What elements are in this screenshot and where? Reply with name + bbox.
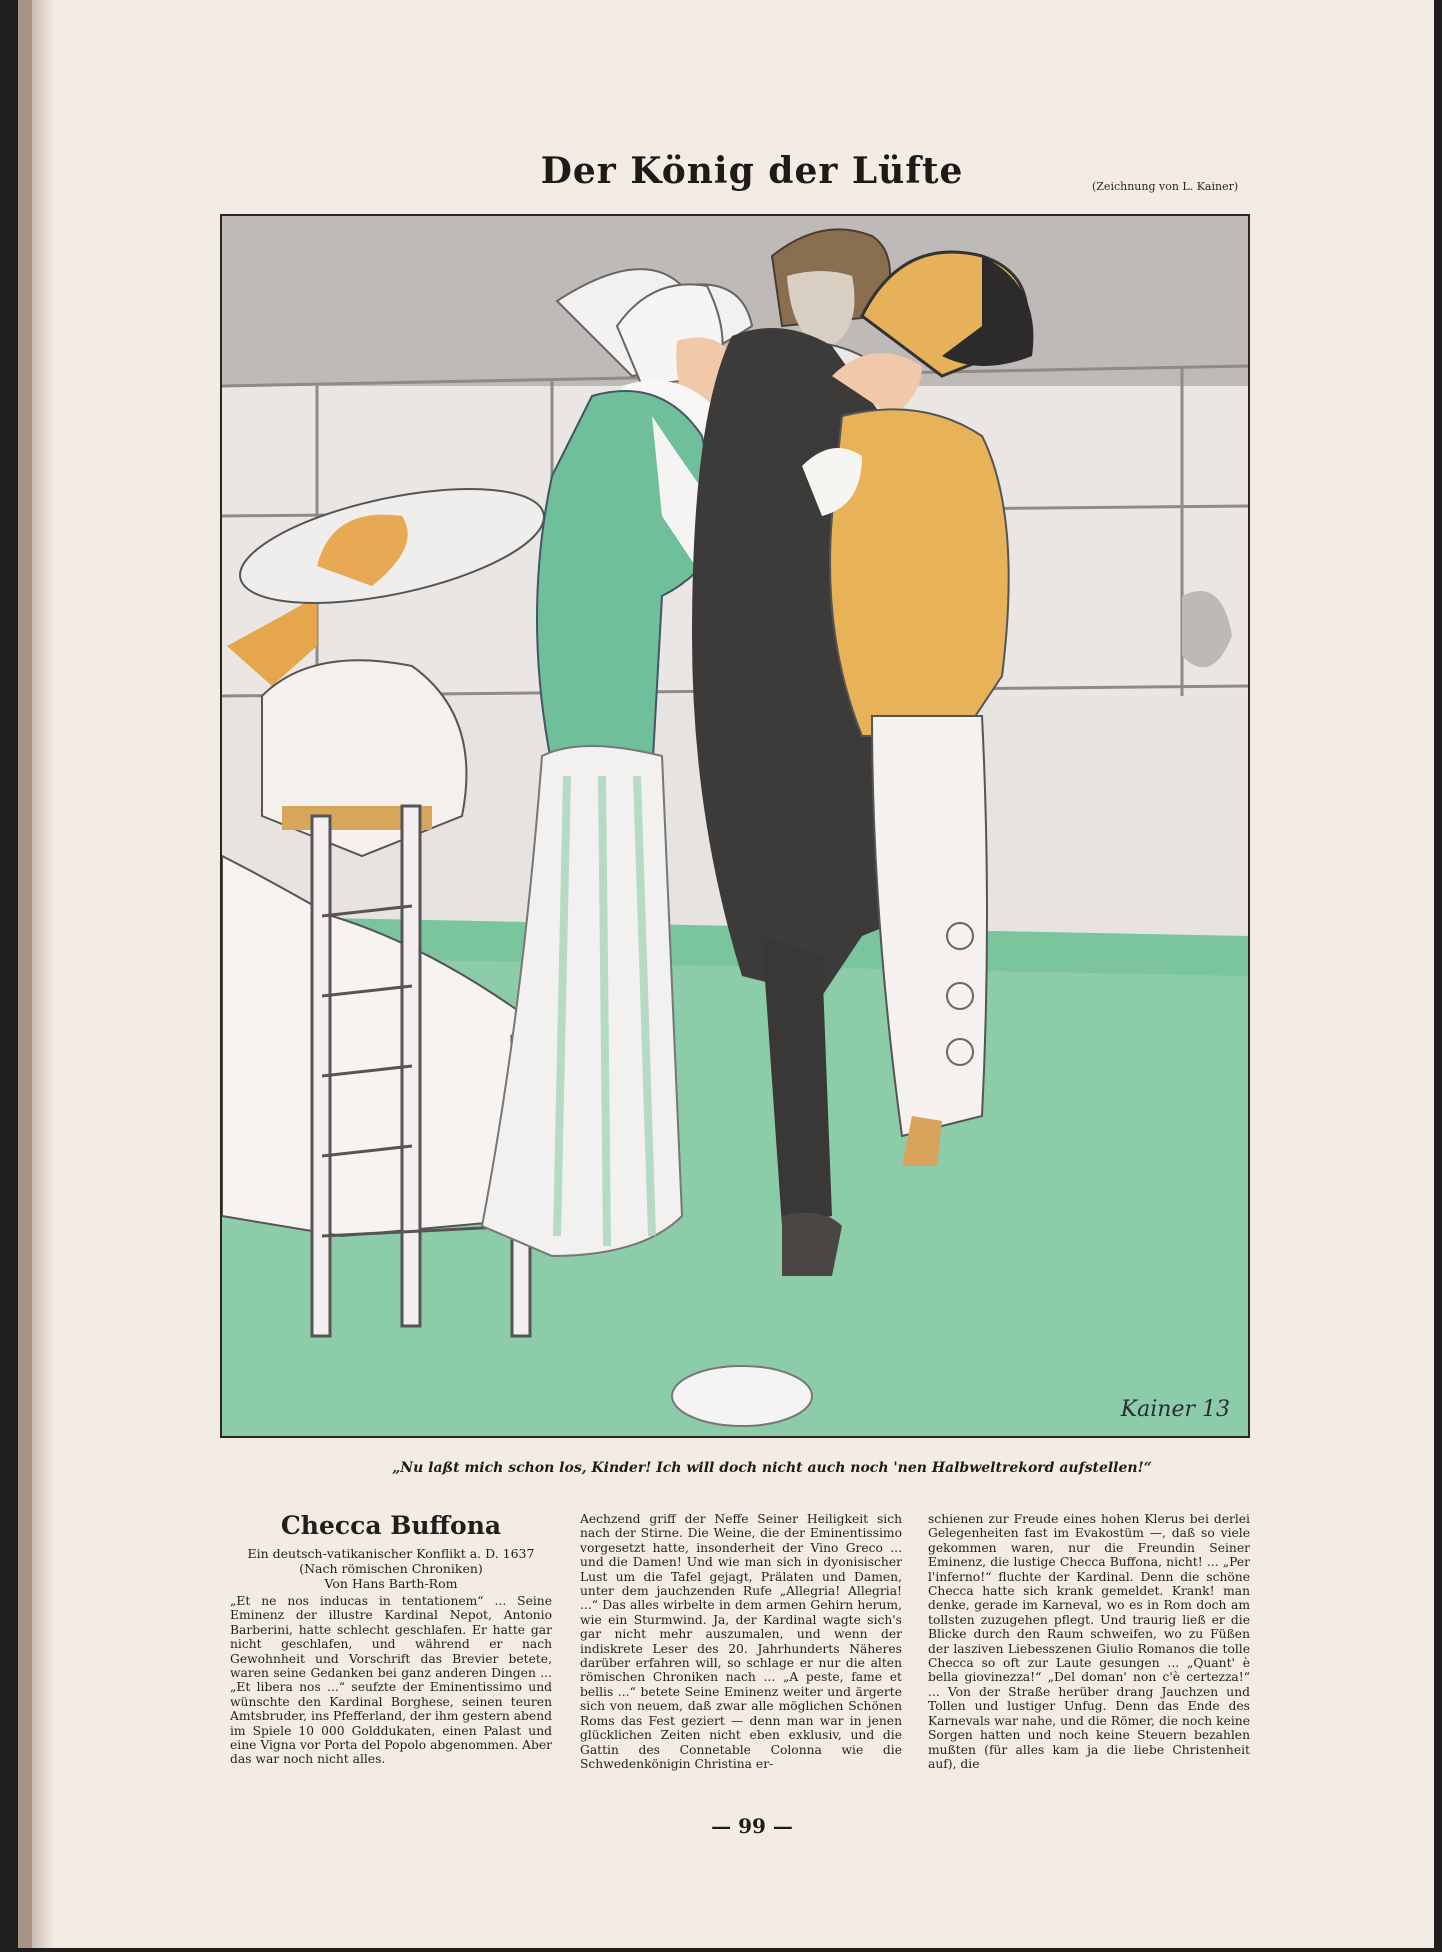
spine-shadow xyxy=(32,0,54,1948)
article-column-1 xyxy=(230,1512,552,1767)
illustration-credit: (Zeichnung von L. Kainer) xyxy=(1092,180,1239,193)
illustration xyxy=(220,214,1250,1438)
article-text-col1: „Et ne nos inducas in tentationem“ ... Seine Eminenz der illustre Kardinal Nepot, Antonio Barberini, hatte schlecht geschlafen. Er hatte gar nicht geschlafen, und während er nach Gewohnheit und Vorschrift das Brevier betete, waren seine Gedanken bei ganz anderen Dingen ... „Et libera nos ...“ seufzte der Eminentissimo und wünschte den Kardinal Borghese, seinen teuren Amtsbruder, ins Pfefferland, der ihm gestern abend im Spiele 10 000 Golddukaten, einen Palast und eine Vigna vor Porta del Popolo abgenommen. Aber das war noch nicht alles. xyxy=(230,1594,552,1767)
article-source-note: (Nach römischen Chroniken) xyxy=(299,1561,483,1576)
artist-signature: Kainer 13 xyxy=(1120,1397,1230,1422)
article-column-2 xyxy=(580,1512,902,1771)
illustration-drawing xyxy=(222,216,1248,1436)
page-title: Der König der Lüfte xyxy=(540,150,964,192)
article-text-col3: schienen zur Freude eines hohen Klerus bei derlei Gelegenheiten fast im Evakostüm —, daß so viele gekommen waren, nur die Freundin Seiner Eminenz, die lustige Checca Buffona, nicht! ... „Per l'inferno!“ fluchte der Kardinal. Denn die schöne Checca hatte sich krank gemeldet. Krank! man denke, gerade im Karneval, wo es in Rom doch am tollsten zuzugehen pflegt. Und traurig ließ er die Blicke durch den Raum schweifen, wo zu Füßen der lasziven Liebesszenen Giulio Romanos die tolle Checca so oft zur Laute gesungen ... „Quant' è bella giovinezza!“ „Del doman' non c'è certezza!“ ... Von der Straße herüber drang Jauchzen und Tollen und lustiger Unfug. Denn das Ende des Karnevals war nahe, und die Römer, die noch keine Sorgen hatten und noch keine Steuern bezahlen mußten (für alles kam ja die liebe Christenheit auf), die xyxy=(928,1512,1250,1771)
article-title: Checca Buffona xyxy=(280,1511,502,1540)
article-column-3 xyxy=(928,1512,1250,1771)
article-subtitle: Ein deutsch-vatikanischer Konflikt a. D. 1637 xyxy=(247,1546,535,1561)
magazine-page xyxy=(18,0,1434,1948)
illustration-caption: „Nu laßt mich schon los, Kinder! Ich will doch nicht auch noch 'nen Halbweltrekord aufstellen!“ xyxy=(392,1460,1152,1476)
article-text-col2: Aechzend griff der Neffe Seiner Heiligkeit sich nach der Stirne. Die Weine, die der Eminentissimo vorgesetzt hatte, insonderheit der Vino Greco ... und die Damen! Und wie man sich in dyonisischer Lust um die Tafel gejagt, Prälaten und Damen, unter dem jauchzenden Rufe „Allegria! Allegria! ...“ Das alles wirbelte in dem armen Gehirn herum, wie ein Sturmwind. Ja, der Kardinal wagte sich's gar nicht mehr auszumalen, und wenn der indiskrete Leser des 20. Jahrhunderts Näheres darüber erfahren will, so schlage er nur die alten römischen Chroniken nach ... „A peste, fame et bellis ...“ betete Seine Eminenz weiter und ärgerte sich von neuem, daß zwar alle möglichen Schönen Roms das Fest geziert — denn man war in jenen glücklichen Zeiten nicht eben exklusiv, und die Gattin des Connetable Colonna wie die Schwedenkönigin Christina er- xyxy=(580,1512,902,1771)
page-number: — 99 — xyxy=(711,1814,793,1838)
article-author: Von Hans Barth-Rom xyxy=(324,1576,458,1591)
